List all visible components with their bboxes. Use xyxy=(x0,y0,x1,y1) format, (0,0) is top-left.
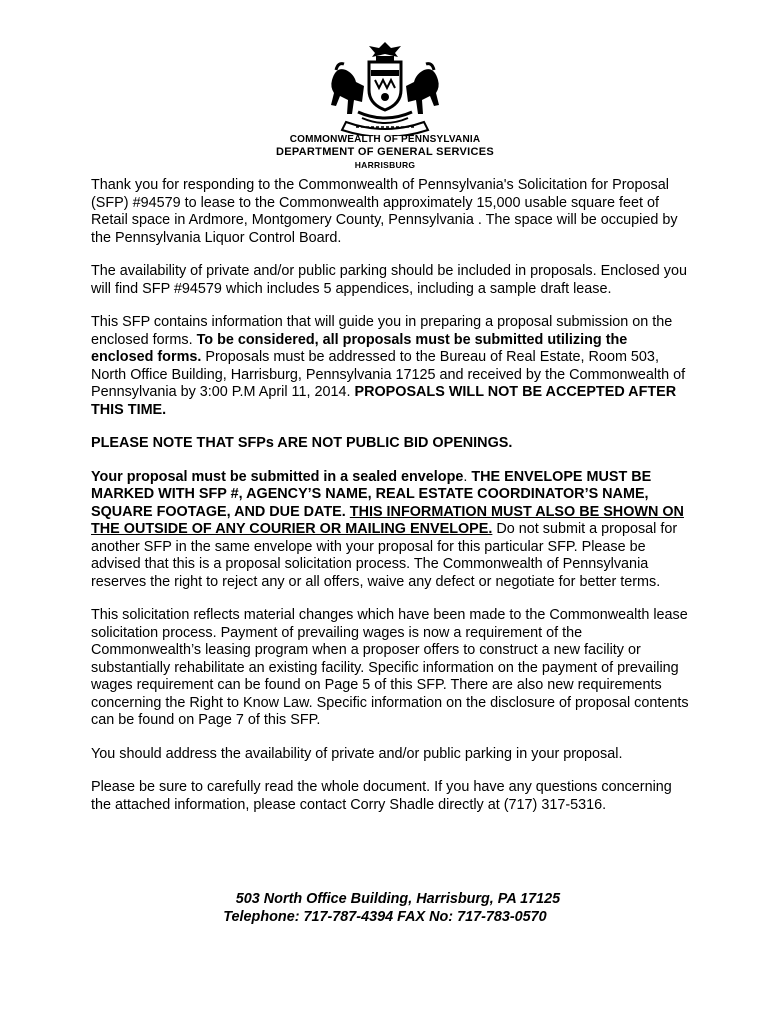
paragraph-changes: This solicitation reflects material changes which have been made to the Commonwealth lease solicitation process. Payment of prevailing wages is now a requirement of the Commonwealth’s leasing program when a proposer offers to construct a new facility or substantially rehabilitate an existing facility. Specific information on the payment of prevailing wages requirement can be found on Page 5 of this SFP. There are also new requirements concerning the Right to Know Law. Specific information on the disclosure of proposal contents can be found on Page 7 of this SFP. xyxy=(91,607,689,728)
letter-body xyxy=(91,177,691,830)
paragraph-intro: Thank you for responding to the Commonwealth of Pennsylvania's Solicitation for Proposal (SFP) #94579 to lease to the Commonwealth approximately 15,000 usable square feet of Retail space in Ardmore, Montgomery County, Pennsylvania . The space will be occupied by the Pennsylvania Liquor Control Board. xyxy=(91,177,678,246)
paragraph-parking: The availability of private and/or public parking should be included in proposals. Enclosed you will find SFP #94579 which includes 5 appendices, including a sample draft lease. xyxy=(91,263,687,297)
paragraph-envelope xyxy=(91,469,691,592)
envelope-outside-notice: THIS INFORMATION MUST ALSO BE SHOWN ON THE OUTSIDE OF ANY COURIER OR MAILING ENVELOPE. xyxy=(91,503,684,537)
letterhead-line-city: HARRISBURG xyxy=(354,160,416,170)
submission-deadline-warning: PROPOSALS WILL NOT BE ACCEPTED AFTER THIS TIME. xyxy=(91,384,677,418)
envelope-rest: Do not submit a proposal for another SFP in the same envelope with your proposal for this particular SFP. Please be advised that this is a proposal solicitation process. The Commonwealth of Pennsylvania reserves the right to reject any or all offers, waive any defect or negotiate for better terms. xyxy=(91,521,678,590)
letterhead-line-department: DEPARTMENT OF GENERAL SERVICES xyxy=(275,146,495,158)
paragraph-contact: Please be sure to carefully read the whole document. If you have any questions concerning the attached information, please contact Corry Shadle directly at (717) 317-5316. xyxy=(91,779,672,813)
paragraph-bid-note: PLEASE NOTE THAT SFPs ARE NOT PUBLIC BID OPENINGS. xyxy=(91,435,513,451)
letterhead-line-commonwealth: COMMONWEALTH OF PENNSYLVANIA xyxy=(289,134,481,145)
paragraph-parking-address: You should address the availability of private and/or public parking in your proposal. xyxy=(91,745,623,762)
coat-of-arms-icon xyxy=(322,40,448,136)
submission-address: Proposals must be addressed to the Bureau of Real Estate, Room 503, North Office Building, Harrisburg, Pennsylvania 17125 and received by the Commonwealth of Pennsylvania by 3:00 P.M April 11, 2014. xyxy=(91,349,686,400)
envelope-marking: THE ENVELOPE MUST BE MARKED WITH SFP #, AGENCY’S NAME, REAL ESTATE COORDINATOR’S NAME, SQUARE FOOTAGE, AND DUE DATE. xyxy=(91,468,652,520)
submission-requirement: To be considered, all proposals must be submitted utilizing the enclosed forms. xyxy=(91,331,628,365)
envelope-period: . xyxy=(463,468,472,485)
footer-address: 503 North Office Building, Harrisburg, PA 17125 xyxy=(235,891,561,907)
submission-text: This SFP contains information that will guide you in preparing a proposal submission on the enclosed forms. xyxy=(91,314,673,348)
envelope-instruction: Your proposal must be submitted in a sealed envelope xyxy=(91,468,464,485)
paragraph-submission xyxy=(91,314,691,419)
footer-phone: Telephone: 717-787-4394 FAX No: 717-783-0570 xyxy=(223,909,547,925)
